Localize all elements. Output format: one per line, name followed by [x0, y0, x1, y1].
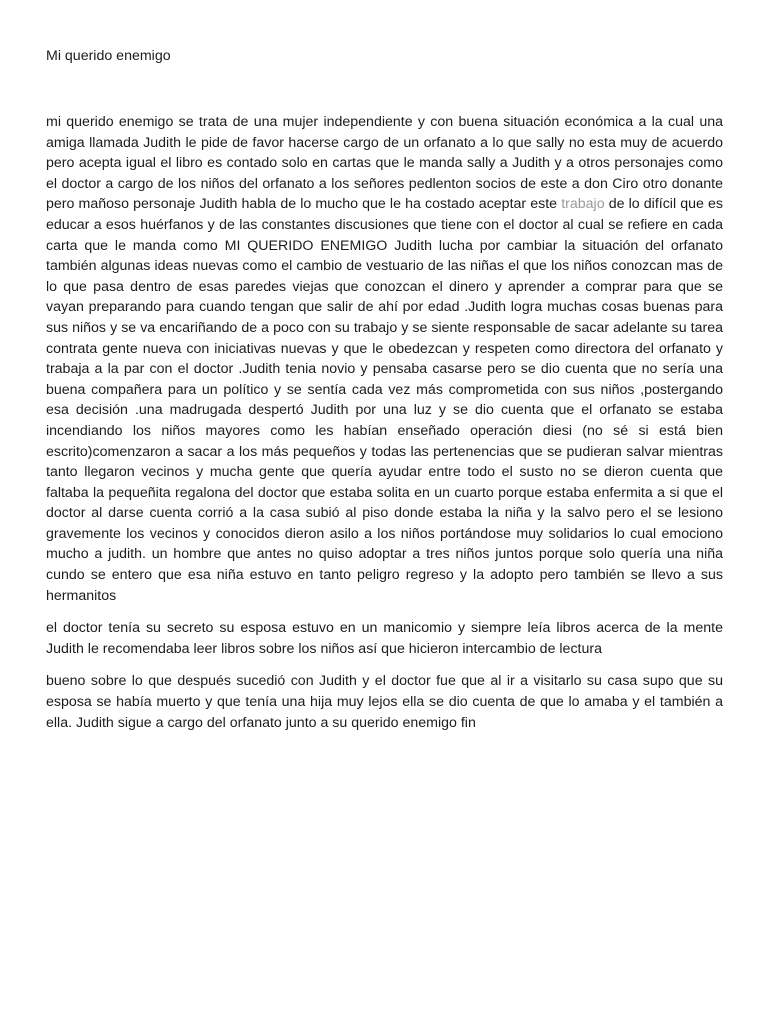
- paragraph-1-text-end: de lo difícil que es educar a esos huérfanos y de las constantes discusiones que tiene con el doctor al cual se refiere en cada carta que le manda como MI QUERIDO ENEMIGO Judith lucha por cambiar la situación del orfanato también algunas ideas nuevas como el cambio de vestuario de las niñas el que los niños conozcan mas de lo que pasa dentro de esas paredes viejas que conozcan el dinero y aprender a comprar para que se vayan preparando para cuando tengan que salir de ahí por edad .Judith logra muchas cosas buenas para sus niños y se va encariñando de a poco con su trabajo y se siente responsable de sacar adelante su tarea contrata gente nueva con iniciativas nuevas y que le obedezcan y respeten como directora del orfanato y trabaja a la par con el doctor .Judith tenia novio y pensaba casarse pero se dio cuenta que no sería una buena compañera para un político y se sentía cada vez más comprometida con sus niños ,postergando esa decisión .una madrugada despertó Judith por una luz y se dio cuenta que el orfanato se estaba incendiando los niños mayores como les habían enseñado operación diesi (no sé si está bien escrito)comenzaron a sacar a los más pequeños y todas las pertenencias que se pudieran salvar mientras tanto llegaron vecinos y mucha gente que quería ayudar entre todo el susto no se dieron cuenta que faltaba la pequeñita regalona del doctor que estaba solita en un cuarto porque estaba enfermita a si que el doctor al darse cuenta corrió a la casa subió al piso donde estaba la niña y la salvo pero el se lesiono gravemente los vecinos y conocidos dieron asilo a los niños portándose muy solidarios lo cual emociono mucho a judith. un hombre que antes no quiso adoptar a tres niños juntos porque solo quería una niña cundo se entero que esa niña estuvo en tanto peligro regreso y la adopto pero también se llevo a sus hermanitos: [46, 196, 724, 604]
- paragraph-1: [46, 112, 723, 606]
- document-body: [46, 112, 723, 733]
- paragraph-1-text-start: mi querido enemigo se trata de una mujer independiente y con buena situación económica a la cual una amiga llamada Judith le pide de favor hacerse cargo de un orfanato a lo que sally no esta muy de acuerdo pero acepta igual el libro es contado solo en cartas que le manda sally a Judith y a otros personajes como el doctor a cargo de los niños del orfanato a los señores pedlenton socios de este a don Ciro otro donante pero mañoso personaje Judith habla de lo mucho que le ha costado aceptar este: [46, 114, 723, 213]
- trabajo-link[interactable]: trabajo: [561, 196, 605, 213]
- paragraph-2: el doctor tenía su secreto su esposa estuvo en un manicomio y siempre leía libros acerca de la mente Judith le recomendaba leer libros sobre los niños así que hicieron intercambio de lectura: [46, 620, 723, 657]
- paragraph-3: bueno sobre lo que después sucedió con Judith y el doctor fue que al ir a visitarlo su casa supo que su esposa se había muerto y que tenía una hija muy lejos ella se dio cuenta de que lo amaba y el también a ella. Judith sigue a cargo del orfanato junto a su querido enemigo fin: [46, 673, 723, 731]
- document-title: Mi querido enemigo: [46, 48, 171, 64]
